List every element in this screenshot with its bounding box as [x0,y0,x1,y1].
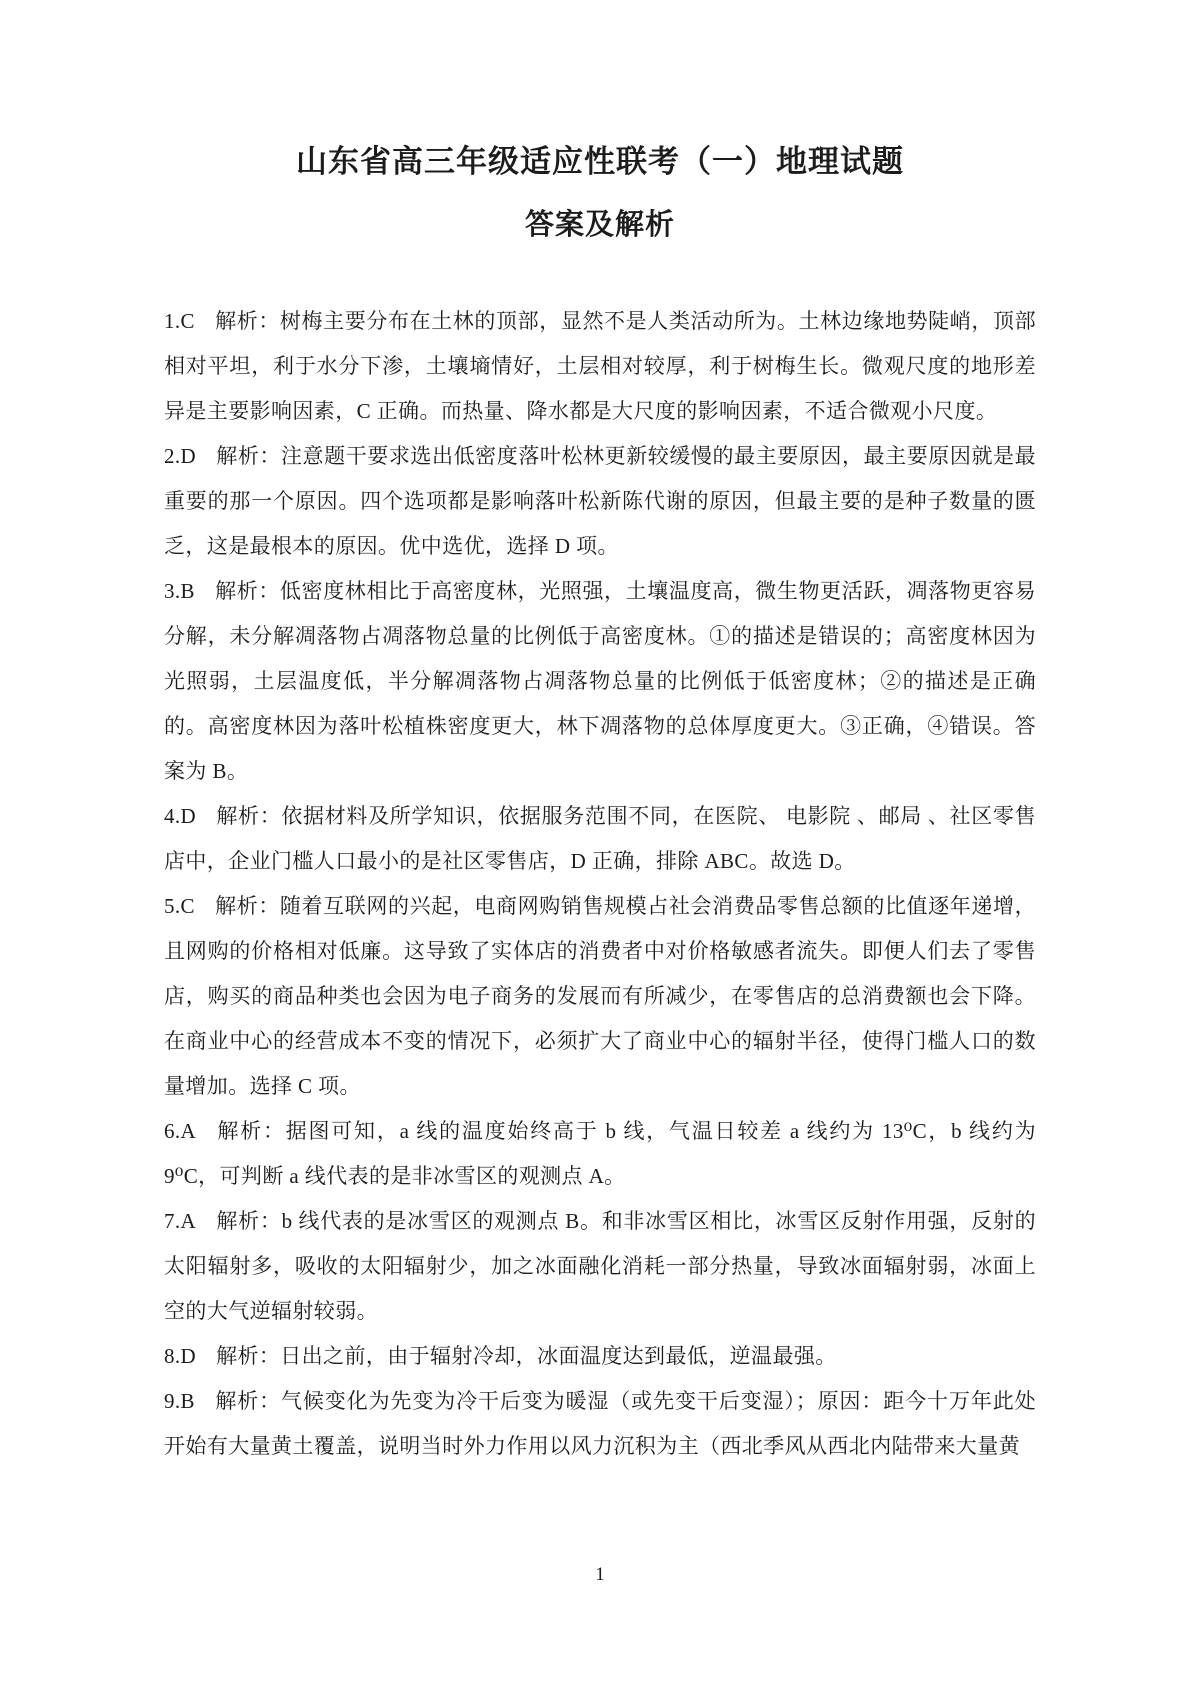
answer-explanation-7: 解析：b 线代表的是冰雪区的观测点 B。和非冰雪区相比，冰雪区反射作用强，反射的太阳辐射多，吸收的太阳辐射少，加之冰面融化消耗一部分热量，导致冰面辐射弱，冰面上空的大气逆辐射较弱。 [164,1209,1036,1323]
answer-explanation-6: 解析：据图可知，a 线的温度始终高于 b 线，气温日较差 a 线约为 13⁰C，b 线约为 9⁰C，可判断 a 线代表的是非冰雪区的观测点 A。 [164,1119,1036,1188]
answer-number-5: 5.C [164,894,195,918]
answer-explanation-4: 解析：依据材料及所学知识，依据服务范围不同，在医院、 电影院 、邮局 、社区零售店中，企业门槛人口最小的是社区零售店，D 正确，排除 ABC。故选 D。 [164,804,1036,873]
answer-item-2 [164,434,1036,569]
answer-number-8: 8.D [164,1344,197,1368]
answer-number-4: 4.D [164,804,197,828]
answer-explanation-3: 解析：低密度林相比于高密度林，光照强，土壤温度高，微生物更活跃，凋落物更容易分解，未分解凋落物占凋落物总量的比例低于高密度林。①的描述是错误的；高密度林因为光照弱，土层温度低，半分解凋落物占凋落物总量的比例低于低密度林；②的描述是正确的。高密度林因为落叶松植株密度更大，林下凋落物的总体厚度更大。③正确，④错误。答案为 B。 [164,579,1036,783]
answer-item-7 [164,1199,1036,1334]
answer-explanation-1: 解析：树梅主要分布在土林的顶部，显然不是人类活动所为。土林边缘地势陡峭，顶部相对平坦，利于水分下渗，土壤墒情好，土层相对较厚，利于树梅生长。微观尺度的地形差异是主要影响因素，C 正确。而热量、降水都是大尺度的影响因素，不适合微观小尺度。 [164,309,1036,423]
answer-explanation-5: 解析：随着互联网的兴起，电商网购销售规模占社会消费品零售总额的比值逐年递增，且网购的价格相对低廉。这导致了实体店的消费者中对价格敏感者流失。即便人们去了零售店，购买的商品种类也会因为电子商务的发展而有所减少，在零售店的总消费额也会下降。在商业中心的经营成本不变的情况下，必须扩大了商业中心的辐射半径，使得门槛人口的数量增加。选择 C 项。 [164,894,1036,1098]
answer-item-8 [164,1334,1036,1379]
document-subtitle: 答案及解析 [524,209,675,241]
document-title: 山东省高三年级适应性联考（一）地理试题 [296,144,904,179]
answer-explanation-8: 解析：日出之前，由于辐射冷却，冰面温度达到最低，逆温最强。 [216,1344,837,1368]
answer-item-4 [164,794,1036,884]
answer-number-1: 1.C [164,309,195,333]
answer-number-3: 3.B [164,579,195,603]
answers-section [164,299,1036,1469]
answer-explanation-9: 解析：气候变化为先变为冷干后变为暖湿（或先变干后变湿）；原因：距今十万年此处开始有大量黄土覆盖，说明当时外力作用以风力沉积为主（西北季风从西北内陆带来大量黄 [164,1389,1036,1458]
answer-number-2: 2.D [164,444,197,468]
answer-number-7: 7.A [164,1209,197,1233]
answer-number-9: 9.B [164,1389,195,1413]
answer-item-1 [164,299,1036,434]
answer-explanation-2: 解析：注意题干要求选出低密度落叶松林更新较缓慢的最主要原因，最主要原因就是最重要的那一个原因。四个选项都是影响落叶松新陈代谢的原因，但最主要的是种子数量的匮乏，这是最根本的原因。优中选优，选择 D 项。 [164,444,1036,558]
answer-item-5 [164,884,1036,1109]
page-number: 1 [595,1564,605,1585]
answer-item-3 [164,569,1036,794]
answer-item-6 [164,1109,1036,1199]
answer-item-9 [164,1379,1036,1469]
answer-number-6: 6.A [164,1119,197,1143]
